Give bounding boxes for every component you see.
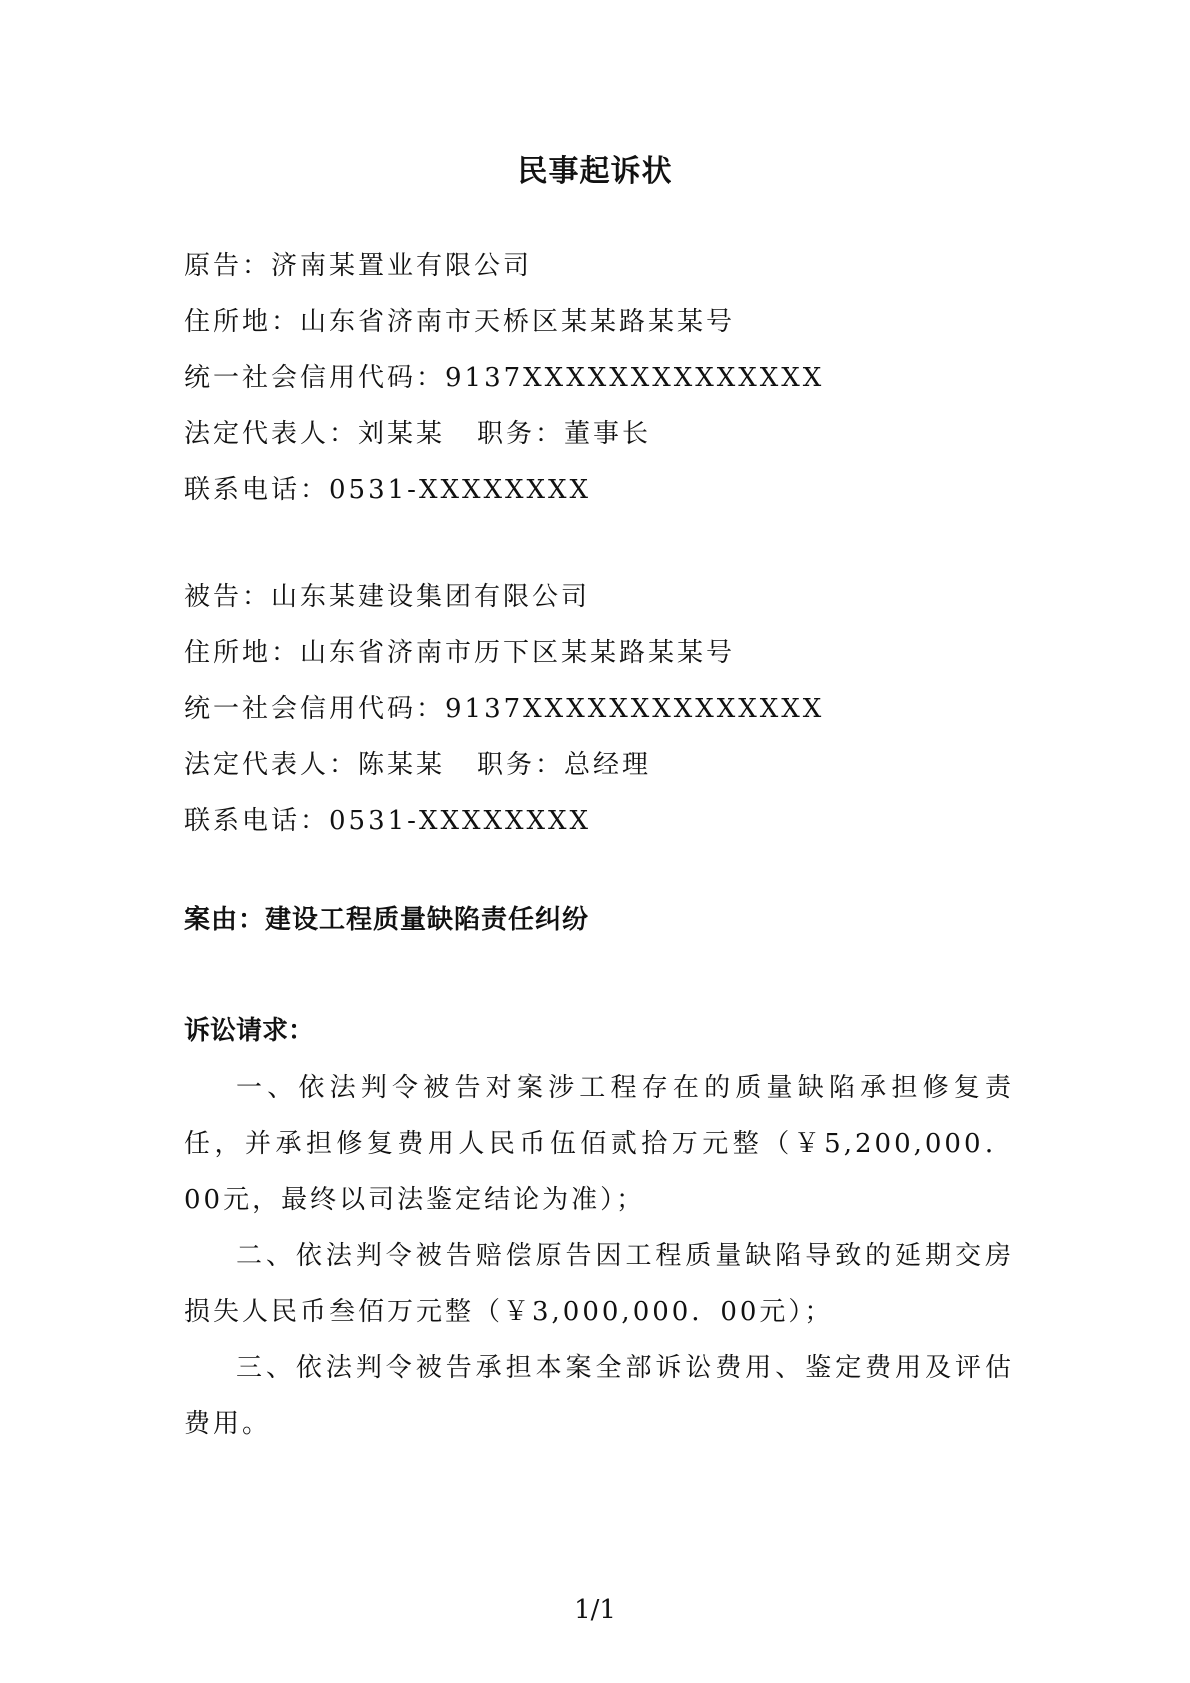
- plaintiff-representative: 法定代表人：刘某某: [184, 419, 446, 449]
- claims-heading: 诉讼请求：: [184, 1016, 315, 1046]
- plaintiff-credit-code: 统一社会信用代码：9137XXXXXXXXXXXXXX: [184, 363, 825, 393]
- defendant-representative: 法定代表人：陈某某: [184, 750, 446, 780]
- defendant-representative-row: [184, 737, 1044, 793]
- cause-of-action: 案由：建设工程质量缺陷责任纠纷: [184, 905, 590, 935]
- defendant-phone: 联系电话：0531-XXXXXXXX: [184, 806, 592, 836]
- plaintiff-representative-row: [184, 406, 1044, 462]
- page-number: 1/1: [574, 1595, 616, 1625]
- plaintiff-info: [184, 238, 1044, 518]
- document-title: 民事起诉状: [517, 154, 673, 189]
- claim-item: 二、依法判令被告赔偿原告因工程质量缺陷导致的延期交房损失人民币叁佰万元整（￥3,000,000．00元）；: [184, 1241, 1014, 1327]
- plaintiff-phone: 联系电话：0531-XXXXXXXX: [184, 475, 592, 505]
- defendant-position: 职务：总经理: [477, 750, 652, 780]
- defendant-address: 住所地：山东省济南市历下区某某路某某号: [184, 638, 736, 668]
- defendant-name: 被告：山东某建设集团有限公司: [184, 582, 591, 612]
- defendant-info: [184, 569, 1044, 849]
- claim-item: 三、依法判令被告承担本案全部诉讼费用、鉴定费用及评估费用。: [184, 1353, 1014, 1439]
- claims-list: [184, 1060, 1014, 1452]
- plaintiff-address: 住所地：山东省济南市天桥区某某路某某号: [184, 307, 736, 337]
- defendant-credit-code: 统一社会信用代码：9137XXXXXXXXXXXXXX: [184, 694, 825, 724]
- claim-item: 一、依法判令被告对案涉工程存在的质量缺陷承担修复责任，并承担修复费用人民币伍佰贰拾万元整（￥5,200,000．00元，最终以司法鉴定结论为准）；: [184, 1073, 1014, 1215]
- plaintiff-position: 职务：董事长: [477, 419, 652, 449]
- plaintiff-name: 原告：济南某置业有限公司: [184, 251, 533, 281]
